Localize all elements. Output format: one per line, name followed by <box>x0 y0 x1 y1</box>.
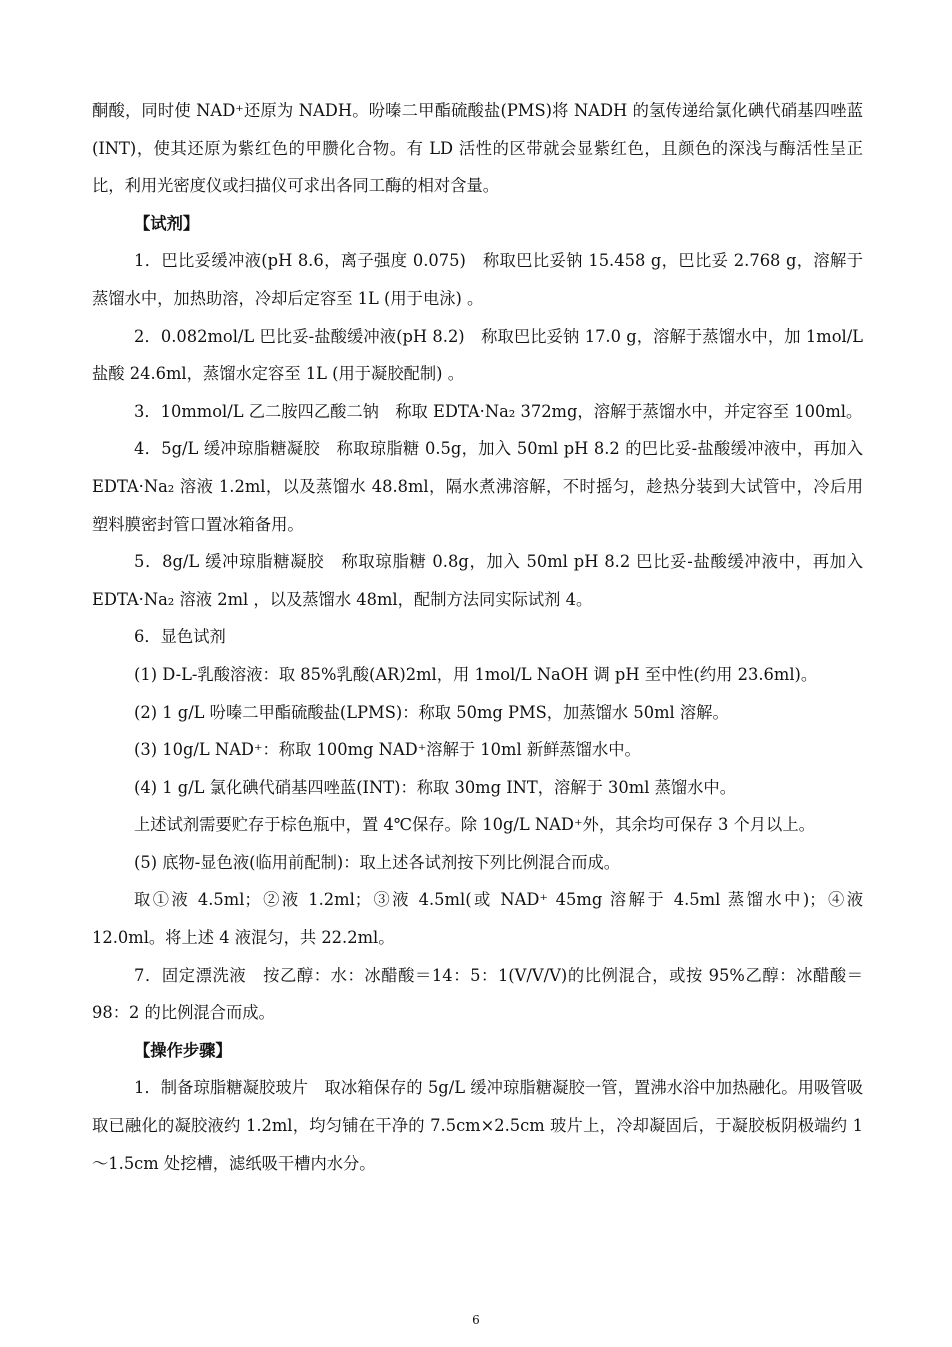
paragraph-reagent-6-3: (3) 10g/L NAD⁺：称取 100mg NAD⁺溶解于 10ml 新鲜蒸馏水中。 <box>134 740 641 760</box>
paragraph-mixing-ratio: 取①液 4.5ml；②液 1.2ml；③液 4.5ml(或 NAD⁺ 45mg 溶解于 4.5ml 蒸馏水中)；④液 12.0ml。将上述 4 液混匀，共 22.2ml。 <box>92 890 863 948</box>
paragraph-reagent-7: 7．固定漂洗液 按乙醇：水：冰醋酸＝14：5：1(V/V/V)的比例混合，或按 95%乙醇：冰醋酸＝98：2 的比例混合而成。 <box>92 965 863 1023</box>
paragraph-reagent-6-1: (1) D-L-乳酸溶液：取 85%乳酸(AR)2ml，用 1mol/L NaOH 调 pH 至中性(约用 23.6ml)。 <box>134 664 818 684</box>
paragraph-reagent-6-2: (2) 1 g/L 吩嗪二甲酯硫酸盐(LPMS)：称取 50mg PMS，加蒸馏水 50ml 溶解。 <box>134 702 729 722</box>
paragraph-reagent-5: 5．8g/L 缓冲琼脂糖凝胶 称取琼脂糖 0.8g，加入 50ml pH 8.2 巴比妥-盐酸缓冲液中，再加入 EDTA·Na₂ 溶液 2ml ，以及蒸馏水 48ml，配制方法同实际试剂 4。 <box>92 552 863 609</box>
paragraph-reagent-6-4: (4) 1 g/L 氯化碘代硝基四唑蓝(INT)：称取 30mg INT，溶解于 30ml 蒸馏水中。 <box>134 777 736 797</box>
paragraph-reagent-3: 3．10mmol/L 乙二胺四乙酸二钠 称取 EDTA·Na₂ 372mg，溶解于蒸馏水中，并定容至 100ml。 <box>134 401 863 421</box>
paragraph-intro: 酮酸，同时使 NAD⁺还原为 NADH。吩嗪二甲酯硫酸盐(PMS)将 NADH 的氢传递给氯化碘代硝基四唑蓝(INT)，使其还原为紫红色的甲臜化合物。有 LD 活性的区带就会显紫红色，且颜色的深浅与酶活性呈正比，利用光密度仪或扫描仪可求出各同工酶的相对含量。 <box>92 101 863 196</box>
page-body <box>92 92 880 1182</box>
section-heading-reagents: 【试剂】 <box>134 213 200 233</box>
paragraph-storage-note: 上述试剂需要贮存于棕色瓶中，置 4℃保存。除 10g/L NAD⁺外，其余均可保存 3 个月以上。 <box>134 815 815 835</box>
paragraph-reagent-6-5: (5) 底物-显色液(临用前配制)：取上述各试剂按下列比例混合而成。 <box>134 852 621 872</box>
paragraph-reagent-6: 6．显色试剂 <box>134 627 226 647</box>
paragraph-step-1: 1．制备琼脂糖凝胶玻片 取冰箱保存的 5g/L 缓冲琼脂糖凝胶一管，置沸水浴中加热融化。用吸管吸取已融化的凝胶液约 1.2ml，均匀铺在干净的 7.5cm×2.5cm 玻片上，冷却凝固后，于凝胶板阴极端约 1～1.5cm 处挖槽，滤纸吸干槽内水分。 <box>92 1078 863 1173</box>
paragraph-reagent-1: 1．巴比妥缓冲液(pH 8.6，离子强度 0.075) 称取巴比妥钠 15.458 g，巴比妥 2.768 g，溶解于蒸馏水中，加热助溶，冷却后定容至 1L (用于电泳) 。 <box>92 251 863 308</box>
page-number: 6 <box>472 1313 480 1327</box>
paragraph-reagent-4: 4．5g/L 缓冲琼脂糖凝胶 称取琼脂糖 0.5g，加入 50ml pH 8.2 的巴比妥-盐酸缓冲液中，再加入 EDTA·Na₂ 溶液 1.2ml，以及蒸馏水 48.8ml，隔水煮沸溶解，不时摇匀，趁热分装到大试管中，冷后用塑料膜密封管口置冰箱备用。 <box>92 439 863 534</box>
section-heading-procedure: 【操作步骤】 <box>134 1040 232 1060</box>
paragraph-reagent-2: 2．0.082mol/L 巴比妥-盐酸缓冲液(pH 8.2) 称取巴比妥钠 17.0 g，溶解于蒸馏水中，加 1mol/L 盐酸 24.6ml，蒸馏水定容至 1L (用于凝胶配制) 。 <box>92 326 880 384</box>
